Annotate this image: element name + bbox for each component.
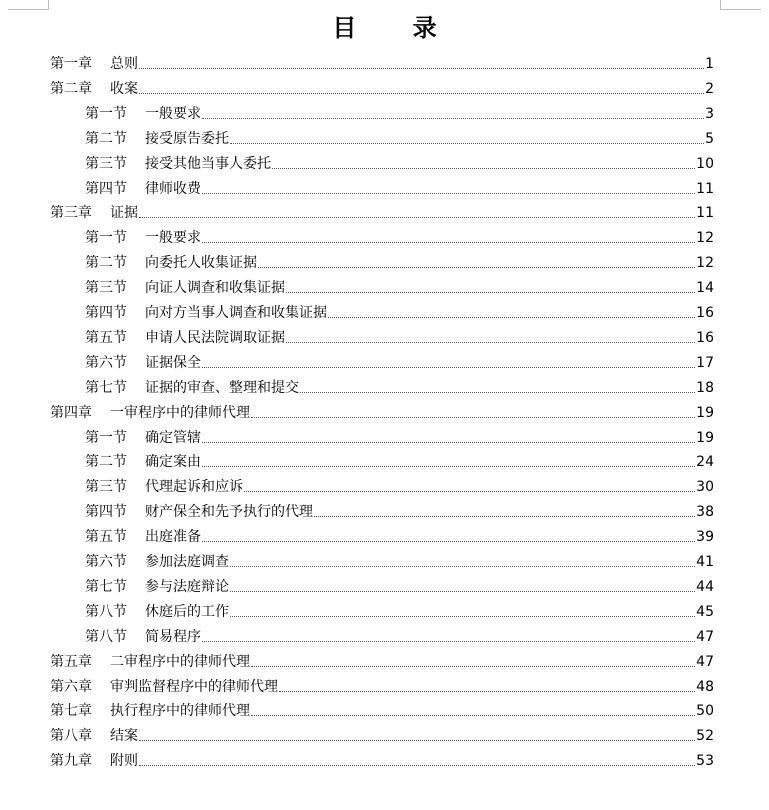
toc-entry-title: 休庭后的工作 [145,603,229,620]
toc-entry-number: 第五节 [85,329,127,346]
toc-section-entry[interactable] [85,448,714,470]
toc-entry-number: 第六章 [50,678,92,695]
toc-entry-number: 第三章 [50,205,92,222]
toc-entry-title: 收案 [110,80,138,97]
toc-entry-number: 第四章 [50,404,92,421]
toc-entry-title: 参与法庭辩论 [145,578,229,595]
toc-section-entry[interactable] [85,150,714,172]
toc-entry-number: 第二节 [85,130,127,147]
toc-entry-number: 第八章 [50,728,92,745]
toc-entry-title: 总则 [110,56,138,72]
toc-entry-number: 第五章 [50,653,92,670]
toc-section-entry[interactable] [85,548,714,570]
toc-page-number: 11 [696,180,714,197]
toc-section-entry[interactable] [85,598,714,620]
toc-chapter-entry[interactable] [50,199,714,221]
toc-entry-title: 确定案由 [145,454,201,471]
toc-page-number: 12 [696,255,714,272]
toc-section-entry[interactable] [85,424,714,446]
toc-entry-title: 简易程序 [145,628,201,645]
toc-chapter-entry[interactable] [50,50,714,72]
toc-page-number: 53 [696,753,714,770]
toc-page-number: 47 [696,653,714,670]
toc-entry-number: 第一节 [85,429,127,446]
toc-chapter-entry[interactable] [50,697,714,719]
toc-dot-leader [230,142,704,144]
toc-entry-title: 参加法庭调查 [145,554,229,570]
toc-entry-number: 第一节 [85,105,127,122]
toc-dot-leader [202,441,695,443]
toc-entry-title: 审判监督程序中的律师代理 [110,678,278,695]
toc-page-number: 16 [696,329,714,346]
toc-entry-number: 第四节 [85,180,127,197]
toc-dot-leader [251,416,695,418]
toc-section-entry[interactable] [85,274,714,296]
toc-page-number: 3 [705,105,714,122]
toc-entry-title: 出庭准备 [145,529,201,546]
toc-dot-leader [202,241,695,243]
toc-entry-title: 接受原告委托 [145,130,229,147]
toc-dot-leader [139,216,695,218]
toc-entry-title: 一般要求 [145,105,201,122]
toc-entry-title: 一般要求 [145,230,201,247]
toc-page-number: 47 [696,628,714,645]
toc-section-entry[interactable] [85,374,714,396]
toc-page-number: 19 [696,404,714,421]
toc-entry-number: 第一节 [85,230,127,247]
toc-entry-number: 第二节 [85,255,127,272]
toc-chapter-entry[interactable] [50,722,714,744]
toc-title: 目 录 [332,13,461,42]
toc-page-number: 10 [696,155,714,172]
toc-entry-title: 向证人调查和收集证据 [145,280,285,297]
toc-entry-title: 确定管辖 [145,429,201,446]
toc-entry-number: 第一章 [50,56,92,72]
toc-section-entry[interactable] [85,175,714,197]
toc-page-number: 41 [696,554,714,570]
toc-dot-leader [230,590,695,592]
toc-entry-number: 第四节 [85,305,127,321]
toc-page-number: 16 [696,305,714,321]
toc-entry-number: 第七章 [50,703,92,720]
toc-section-entry[interactable] [85,100,714,122]
toc-page-number: 19 [696,429,714,446]
toc-page-number: 14 [696,280,714,297]
toc-entry-number: 第四节 [85,504,127,521]
toc-page-number: 48 [696,678,714,695]
toc-page-number: 38 [696,504,714,521]
toc-dot-leader [139,92,704,94]
toc-dot-leader [202,640,695,642]
toc-dot-leader [251,665,695,667]
toc-dot-leader [258,266,695,268]
toc-dot-leader [279,690,695,692]
toc-dot-leader [202,465,695,467]
toc-section-entry[interactable] [85,498,714,520]
toc-entry-title: 一审程序中的律师代理 [110,404,250,421]
toc-page-number: 39 [696,529,714,546]
toc-entry-title: 财产保全和先予执行的代理 [145,504,313,521]
toc-entry-title: 结案 [110,728,138,745]
toc-page-number: 5 [705,130,714,147]
toc-dot-leader [244,490,695,492]
toc-entry-number: 第八节 [85,603,127,620]
toc-entry-number: 第三节 [85,479,127,496]
toc-entry-title: 二审程序中的律师代理 [110,653,250,670]
toc-page-number: 45 [696,603,714,620]
toc-section-entry[interactable] [85,299,714,321]
toc-entry-title: 接受其他当事人委托 [145,155,271,172]
toc-page-number: 44 [696,578,714,595]
toc-page-number: 2 [705,80,714,97]
toc-entry-number: 第七节 [85,578,127,595]
toc-chapter-entry[interactable] [50,747,714,769]
toc-dot-leader [202,366,695,368]
toc-dot-leader [286,291,695,293]
toc-section-entry[interactable] [85,623,714,645]
toc-dot-leader [139,67,704,69]
toc-entry-title: 代理起诉和应诉 [145,479,243,496]
toc-dot-leader [314,515,695,517]
toc-dot-leader [230,615,695,617]
toc-dot-leader [272,167,695,169]
toc-entry-title: 向对方当事人调查和收集证据 [145,305,327,321]
toc-entry-number: 第九章 [50,753,92,770]
toc-page-number: 18 [696,379,714,396]
toc-section-entry[interactable] [85,324,714,346]
toc-entry-number: 第六节 [85,354,127,371]
toc-dot-leader [202,192,695,194]
toc-dot-leader [328,316,695,318]
toc-entry-number: 第三节 [85,155,127,172]
toc-entry-title: 向委托人收集证据 [145,255,257,272]
toc-dot-leader [230,565,695,567]
toc-entry-title: 申请人民法院调取证据 [145,329,285,346]
toc-page-number: 30 [696,479,714,496]
toc-section-entry[interactable] [85,473,714,495]
toc-entry-number: 第三节 [85,280,127,297]
toc-section-entry[interactable] [85,573,714,595]
toc-entry-number: 第五节 [85,529,127,546]
toc-chapter-entry[interactable] [50,399,714,421]
toc-page-number: 17 [696,354,714,371]
toc-section-entry[interactable] [85,349,714,371]
toc-dot-leader [139,739,695,741]
toc-page-number: 50 [696,703,714,720]
toc-page-number: 24 [696,454,714,471]
toc-entry-number: 第八节 [85,628,127,645]
toc-entry-title: 证据保全 [145,354,201,371]
toc-page-number: 52 [696,728,714,745]
toc-page-number: 12 [696,230,714,247]
toc-entry-title: 附则 [110,753,138,770]
toc-entry-title: 律师收费 [145,180,201,197]
toc-section-entry[interactable] [85,125,714,147]
toc-chapter-entry[interactable] [50,673,714,695]
toc-dot-leader [202,540,695,542]
toc-dot-leader [286,341,695,343]
toc-dot-leader [202,117,704,119]
toc-chapter-entry[interactable] [50,648,714,670]
toc-entry-number: 第二节 [85,454,127,471]
toc-page-number: 1 [705,56,714,72]
toc-entry-number: 第二章 [50,80,92,97]
toc-section-entry[interactable] [85,249,714,271]
toc-chapter-entry[interactable] [50,75,714,97]
toc-section-entry[interactable] [85,224,714,246]
toc-dot-leader [300,391,695,393]
toc-entry-number: 第七节 [85,379,127,396]
toc-section-entry[interactable] [85,523,714,545]
toc-dot-leader [251,714,695,716]
toc-entry-title: 证据的审查、整理和提交 [145,379,299,396]
toc-dot-leader [139,764,695,766]
toc-page-number: 11 [696,205,714,222]
toc-entry-title: 证据 [110,205,138,222]
toc-entry-number: 第六节 [85,554,127,570]
toc-entry-title: 执行程序中的律师代理 [110,703,250,720]
